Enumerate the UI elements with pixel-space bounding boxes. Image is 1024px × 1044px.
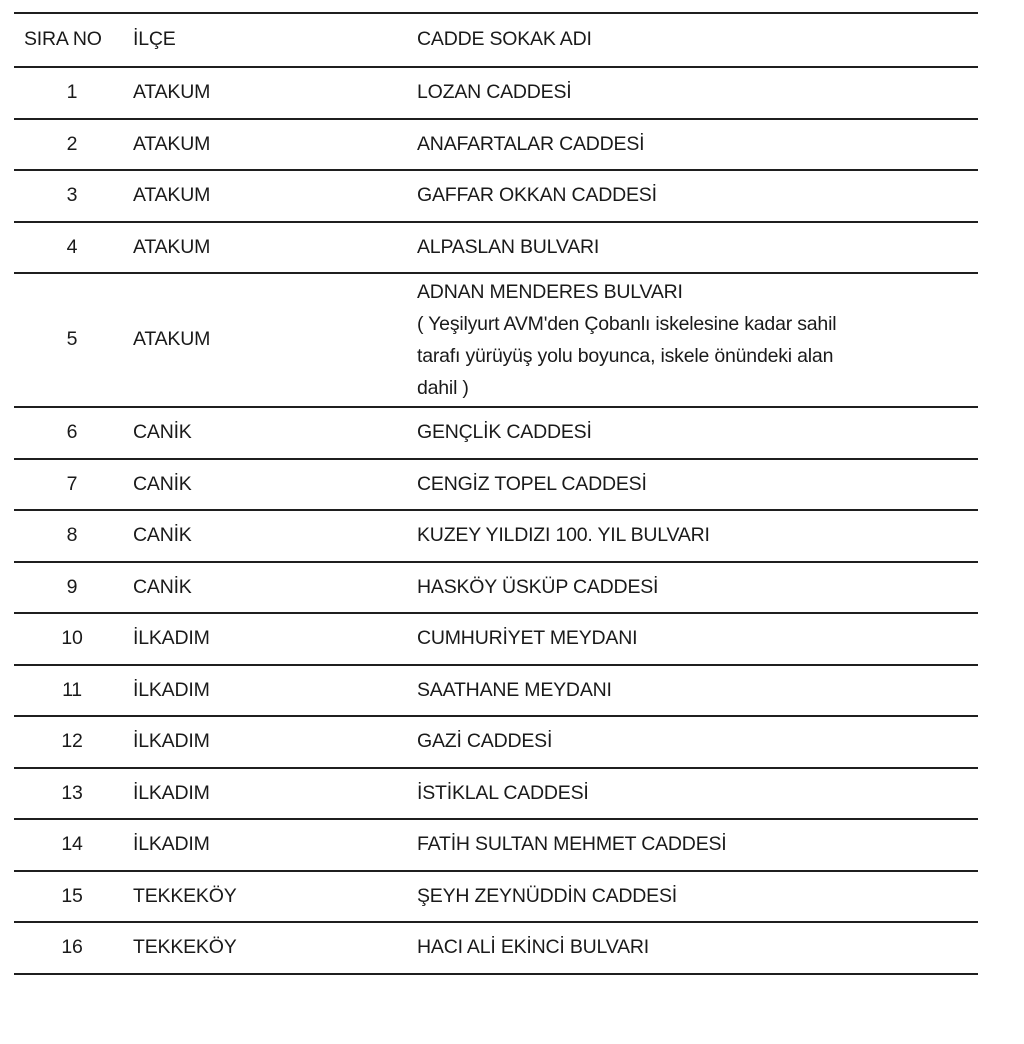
row-number: 5 xyxy=(66,328,78,351)
row-street: LOZAN CADDESİ xyxy=(417,81,572,104)
table-row xyxy=(14,717,978,769)
row-district: CANİK xyxy=(133,421,192,444)
row-district: İLKADIM xyxy=(133,833,210,856)
row-number: 13 xyxy=(61,781,83,804)
table-row xyxy=(14,171,978,223)
row-street: SAATHANE MEYDANI xyxy=(417,678,612,701)
row-district: İLKADIM xyxy=(133,678,210,701)
row-street: GENÇLİK CADDESİ xyxy=(417,421,592,444)
row-number: 9 xyxy=(66,575,78,598)
table-row xyxy=(14,666,978,718)
table-row xyxy=(14,820,978,872)
row-street-line: dahil ) xyxy=(417,377,469,399)
row-district: CANİK xyxy=(133,472,192,495)
row-district: İLKADIM xyxy=(133,781,210,804)
row-street: GAFFAR OKKAN CADDESİ xyxy=(417,184,657,207)
row-street: CUMHURİYET MEYDANI xyxy=(417,627,638,650)
table-row xyxy=(14,223,978,275)
row-number: 2 xyxy=(66,132,78,155)
header-cadde-sokak-adi: CADDE SOKAK ADI xyxy=(417,28,592,51)
row-number: 15 xyxy=(61,884,83,907)
row-street: HASKÖY ÜSKÜP CADDESİ xyxy=(417,575,659,598)
row-street-line: ADNAN MENDERES BULVARI xyxy=(417,281,683,303)
row-number: 4 xyxy=(66,235,78,258)
row-number: 16 xyxy=(61,936,83,959)
row-district: İLKADIM xyxy=(133,627,210,650)
street-list-table xyxy=(14,12,978,975)
row-street: KUZEY YILDIZI 100. YIL BULVARI xyxy=(417,524,710,547)
table-row xyxy=(14,511,978,563)
row-street: İSTİKLAL CADDESİ xyxy=(417,781,589,804)
row-street: ANAFARTALAR CADDESİ xyxy=(417,132,645,155)
row-street: ALPASLAN BULVARI xyxy=(417,235,600,258)
row-district: TEKKEKÖY xyxy=(133,884,237,907)
row-number: 10 xyxy=(61,627,83,650)
table-row xyxy=(14,923,978,975)
row-district: ATAKUM xyxy=(133,184,211,207)
table-row xyxy=(14,274,978,408)
row-district: İLKADIM xyxy=(133,730,210,753)
row-district: TEKKEKÖY xyxy=(133,936,237,959)
table-row xyxy=(14,460,978,512)
row-street: CENGİZ TOPEL CADDESİ xyxy=(417,472,647,495)
row-district: ATAKUM xyxy=(133,328,211,351)
row-number: 11 xyxy=(62,678,82,701)
table-row xyxy=(14,614,978,666)
header-ilce: İLÇE xyxy=(133,28,176,51)
row-number: 12 xyxy=(61,730,83,753)
row-street-line: ( Yeşilyurt AVM'den Çobanlı iskelesine kadar sahil xyxy=(417,313,837,335)
row-street: ŞEYH ZEYNÜDDİN CADDESİ xyxy=(417,884,677,907)
row-district: CANİK xyxy=(133,575,192,598)
row-street xyxy=(417,276,978,404)
row-number: 1 xyxy=(66,81,78,104)
row-street: GAZİ CADDESİ xyxy=(417,730,553,753)
table-row xyxy=(14,872,978,924)
row-number: 8 xyxy=(66,524,78,547)
table-header-row xyxy=(14,14,978,68)
table-row xyxy=(14,563,978,615)
table-row xyxy=(14,769,978,821)
row-district: ATAKUM xyxy=(133,132,211,155)
row-district: ATAKUM xyxy=(133,235,211,258)
row-number: 3 xyxy=(66,184,78,207)
row-street: FATİH SULTAN MEHMET CADDESİ xyxy=(417,833,727,856)
table-row xyxy=(14,120,978,172)
header-sira-no: SIRA NO xyxy=(24,28,102,51)
row-street: HACI ALİ EKİNCİ BULVARI xyxy=(417,936,649,959)
row-number: 7 xyxy=(66,472,78,495)
row-street-line: tarafı yürüyüş yolu boyunca, iskele önündeki alan xyxy=(417,345,834,367)
row-number: 6 xyxy=(66,421,78,444)
row-number: 14 xyxy=(61,833,83,856)
row-district: ATAKUM xyxy=(133,81,211,104)
table-row xyxy=(14,68,978,120)
row-district: CANİK xyxy=(133,524,192,547)
table-row xyxy=(14,408,978,460)
